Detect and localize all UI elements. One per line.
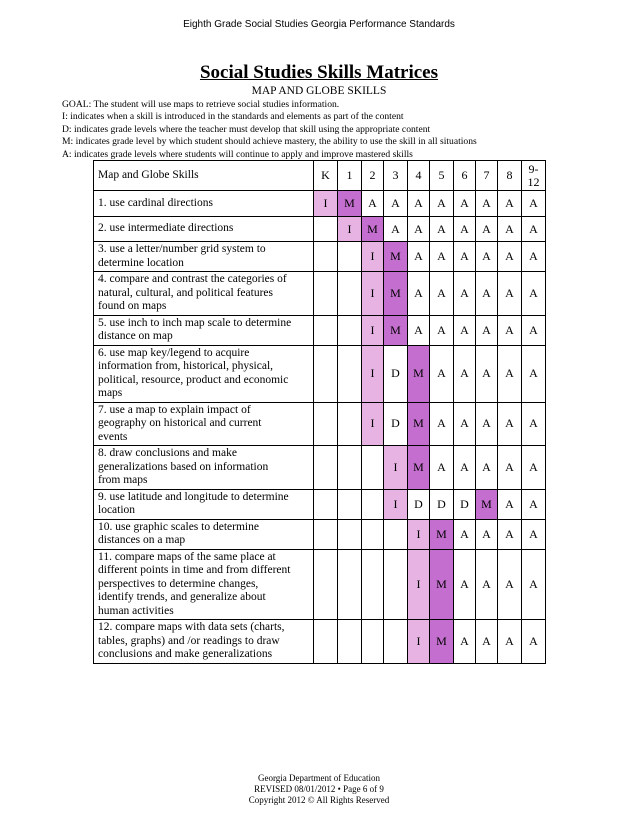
grade-cell: I xyxy=(362,402,384,446)
grade-cell: I xyxy=(408,519,430,549)
grade-cell xyxy=(314,402,338,446)
grade-cell: M xyxy=(408,446,430,490)
column-header-grade: 8 xyxy=(498,161,522,191)
grade-cell: A xyxy=(476,345,498,402)
grade-cell: A xyxy=(522,446,546,490)
skill-text-line: 8. draw conclusions and make xyxy=(98,447,237,459)
grade-cell xyxy=(338,345,362,402)
skill-description xyxy=(94,272,314,316)
skill-text-line: distances on a map xyxy=(98,534,186,546)
skill-text-line: from maps xyxy=(98,474,148,486)
page-subtitle: MAP AND GLOBE SKILLS xyxy=(251,85,387,97)
grade-cell: A xyxy=(362,191,384,217)
grade-cell xyxy=(362,489,384,519)
grade-cell: A xyxy=(522,549,546,620)
skill-text-line: 4. compare and contrast the categories of xyxy=(98,273,287,285)
grade-cell xyxy=(338,549,362,620)
table-row xyxy=(94,217,546,242)
skill-text-line: 6. use map key/legend to acquire xyxy=(98,346,250,359)
table-row xyxy=(94,315,546,345)
grade-cell xyxy=(384,620,408,664)
grade-cell xyxy=(314,489,338,519)
column-header-grade: 6 xyxy=(454,161,476,191)
skill-text-line: human activities xyxy=(98,604,174,617)
grade-cell: A xyxy=(430,242,454,272)
grade-cell xyxy=(338,242,362,272)
grade-cell: A xyxy=(522,242,546,272)
table-row xyxy=(94,345,546,402)
column-header-grade: 3 xyxy=(384,161,408,191)
grade-cell: A xyxy=(430,402,454,446)
grade-cell: A xyxy=(476,402,498,446)
table-row xyxy=(94,446,546,490)
column-header-grade: 5 xyxy=(430,161,454,191)
grade-cell xyxy=(362,446,384,490)
skill-description xyxy=(94,519,314,549)
skill-text-line: 1. use cardinal directions xyxy=(98,196,213,209)
skill-text-line: found on maps xyxy=(98,300,167,312)
legend xyxy=(62,99,477,161)
grade-cell: A xyxy=(454,446,476,490)
grade-cell: A xyxy=(408,272,430,316)
grade-cell: A xyxy=(498,217,522,242)
grade-cell: I xyxy=(362,272,384,316)
table-row xyxy=(94,242,546,272)
grade-cell: A xyxy=(522,620,546,664)
grade-cell xyxy=(338,620,362,664)
skill-text-line: political, resource, product and economic xyxy=(98,373,289,386)
grade-cell: A xyxy=(408,217,430,242)
legend-goal: GOAL: The student will use maps to retrieve social studies information. xyxy=(62,99,340,110)
grade-cell: A xyxy=(522,191,546,217)
grade-cell: I xyxy=(384,489,408,519)
grade-cell: A xyxy=(522,519,546,549)
grade-cell: A xyxy=(408,242,430,272)
grade-cell: A xyxy=(498,402,522,446)
column-header-grade: 2 xyxy=(362,161,384,191)
grade-cell: A xyxy=(476,315,498,345)
table-row xyxy=(94,519,546,549)
grade-cell xyxy=(338,315,362,345)
grade-cell: A xyxy=(430,446,454,490)
grade-cell: A xyxy=(498,446,522,490)
column-header-grade xyxy=(522,161,546,191)
grade-cell: A xyxy=(476,620,498,664)
skill-text-line: natural, cultural, and political features xyxy=(98,286,273,299)
grade-cell: A xyxy=(454,242,476,272)
skill-text-line: maps xyxy=(98,387,123,399)
grade-cell: I xyxy=(384,446,408,490)
grade-cell: A xyxy=(454,549,476,620)
grade-cell xyxy=(384,549,408,620)
grade-cell: A xyxy=(522,217,546,242)
legend-introduced: I: indicates when a skill is introduced in the standards and elements as part of the content xyxy=(62,111,404,123)
column-header-grade: 7 xyxy=(476,161,498,191)
page-footer xyxy=(0,773,638,806)
column-header-grade: K xyxy=(314,161,338,191)
grade-cell xyxy=(338,272,362,316)
grade-cell: A xyxy=(408,315,430,345)
page-title: Social Studies Skills Matrices xyxy=(199,62,439,83)
grade-cell: M xyxy=(430,549,454,620)
skill-text-line: generalizations based on information xyxy=(98,460,269,473)
grade-cell: A xyxy=(522,345,546,402)
skill-text-line: 9. use latitude and longitude to determine xyxy=(98,490,289,503)
grade-cell xyxy=(314,315,338,345)
grade-cell xyxy=(362,519,384,549)
skill-text-line: 7. use a map to explain impact of xyxy=(98,403,251,416)
grade-cell: A xyxy=(498,519,522,549)
grade-cell: A xyxy=(498,191,522,217)
grade-cell: D xyxy=(430,489,454,519)
grade-cell: A xyxy=(384,191,408,217)
column-header-grade: 4 xyxy=(408,161,430,191)
grade-cell xyxy=(362,620,384,664)
grade-cell: D xyxy=(384,345,408,402)
grade-cell: I xyxy=(408,549,430,620)
grade-cell: I xyxy=(362,345,384,402)
table-row xyxy=(94,489,546,519)
grade-cell: A xyxy=(498,315,522,345)
grade-cell: A xyxy=(430,272,454,316)
skill-description xyxy=(94,402,314,446)
grade-cell: A xyxy=(454,191,476,217)
grade-cell: I xyxy=(314,191,338,217)
table-row xyxy=(94,549,546,620)
grade-cell xyxy=(314,620,338,664)
grade-cell: A xyxy=(522,402,546,446)
grade-cell: A xyxy=(498,345,522,402)
skill-text-line: distance on map xyxy=(98,330,173,342)
grade-cell: A xyxy=(476,242,498,272)
grade-cell xyxy=(338,402,362,446)
legend-apply: A: indicates grade levels where students will continue to apply and improve mastered skills xyxy=(62,148,413,160)
grade-cell xyxy=(362,549,384,620)
grade-cell: A xyxy=(454,620,476,664)
grade-cell xyxy=(314,345,338,402)
grade-cell: M xyxy=(476,489,498,519)
grade-cell: M xyxy=(408,402,430,446)
grade-cell: M xyxy=(362,217,384,242)
table-header-row xyxy=(94,161,546,191)
grade-cell xyxy=(314,242,338,272)
grade-header-label: 9- 12 xyxy=(527,161,540,189)
skill-description xyxy=(94,217,314,242)
skill-text-line: 2. use intermediate directions xyxy=(98,222,234,235)
grade-cell: I xyxy=(338,217,362,242)
table-row xyxy=(94,272,546,316)
grade-cell: A xyxy=(408,191,430,217)
grade-cell: A xyxy=(476,519,498,549)
grade-cell: M xyxy=(338,191,362,217)
grade-cell: A xyxy=(454,519,476,549)
grade-cell xyxy=(314,549,338,620)
grade-cell xyxy=(338,519,362,549)
grade-cell xyxy=(314,519,338,549)
grade-cell: A xyxy=(430,315,454,345)
legend-mastery: M: indicates grade level by which student should achieve mastery, the ability to use the skill in all situations xyxy=(62,136,477,148)
grade-cell: A xyxy=(430,345,454,402)
skill-description xyxy=(94,242,314,272)
grade-cell xyxy=(338,446,362,490)
grade-cell: A xyxy=(522,272,546,316)
skill-description xyxy=(94,315,314,345)
skill-description xyxy=(94,191,314,217)
skill-text-line: 3. use a letter/number grid system to xyxy=(98,243,266,255)
grade-cell: A xyxy=(498,549,522,620)
grade-cell: A xyxy=(522,315,546,345)
grade-cell: I xyxy=(362,242,384,272)
grade-cell xyxy=(314,217,338,242)
grade-cell: A xyxy=(476,549,498,620)
grade-cell xyxy=(338,489,362,519)
skill-text-line: 10. use graphic scales to determine xyxy=(98,520,259,533)
grade-cell xyxy=(314,446,338,490)
column-header-grade: 1 xyxy=(338,161,362,191)
skill-text-line: tables, graphs) and /or readings to draw xyxy=(98,634,280,647)
grade-cell: A xyxy=(522,489,546,519)
grade-cell: A xyxy=(476,272,498,316)
grade-cell: M xyxy=(430,620,454,664)
grade-cell: M xyxy=(430,519,454,549)
grade-cell: A xyxy=(430,217,454,242)
grade-cell: A xyxy=(498,620,522,664)
grade-cell: D xyxy=(454,489,476,519)
grade-cell: M xyxy=(384,242,408,272)
grade-cell: D xyxy=(408,489,430,519)
grade-cell: M xyxy=(384,272,408,316)
grade-cell: D xyxy=(384,402,408,446)
skill-text-line: 12. compare maps with data sets (charts, xyxy=(98,621,285,633)
grade-cell: A xyxy=(454,272,476,316)
grade-cell: A xyxy=(498,272,522,316)
grade-cell: I xyxy=(362,315,384,345)
grade-cell: A xyxy=(476,191,498,217)
skill-text-line: events xyxy=(98,430,128,443)
grade-cell: A xyxy=(454,402,476,446)
skills-matrix-table xyxy=(93,160,546,664)
skill-text-line: determine location xyxy=(98,256,184,269)
skill-text-line: identify trends, and generalize about xyxy=(98,591,266,603)
grade-cell: M xyxy=(384,315,408,345)
skill-description xyxy=(94,345,314,402)
document-header: Eighth Grade Social Studies Georgia Performance Standards xyxy=(183,19,455,30)
grade-cell: A xyxy=(454,315,476,345)
grade-cell: A xyxy=(476,217,498,242)
grade-cell: A xyxy=(430,191,454,217)
skill-text-line: different points in time and from different xyxy=(98,564,291,576)
grade-cell: A xyxy=(454,217,476,242)
grade-cell: A xyxy=(498,242,522,272)
skill-text-line: 11. compare maps of the same place at xyxy=(98,550,276,563)
footer-revision: REVISED 08/01/2012 • Page 6 of 9 xyxy=(254,784,384,794)
grade-cell: A xyxy=(454,345,476,402)
skill-text-line: geography on historical and current xyxy=(98,417,262,429)
grade-cell: A xyxy=(476,446,498,490)
skill-description xyxy=(94,549,314,620)
skill-text-line: information from, historical, physical, xyxy=(98,360,274,372)
grade-cell: M xyxy=(408,345,430,402)
footer-copyright: Copyright 2012 © All Rights Reserved xyxy=(248,795,390,805)
grade-cell xyxy=(384,519,408,549)
skill-description xyxy=(94,446,314,490)
grade-cell: A xyxy=(498,489,522,519)
table-row xyxy=(94,620,546,664)
legend-develop: D: indicates grade levels where the teacher must develop that skill using the appropriate content xyxy=(62,123,431,135)
skill-description xyxy=(94,489,314,519)
table-row xyxy=(94,191,546,217)
skill-text-line: 5. use inch to inch map scale to determine xyxy=(98,316,292,329)
grade-cell: I xyxy=(408,620,430,664)
skill-description xyxy=(94,620,314,664)
grade-cell xyxy=(314,272,338,316)
skill-text-line: conclusions and make generalizations xyxy=(98,648,273,660)
table-row xyxy=(94,402,546,446)
skill-text-line: perspectives to determine changes, xyxy=(98,577,259,590)
skill-text-line: location xyxy=(98,504,136,516)
grade-cell: A xyxy=(384,217,408,242)
column-header-skill: Map and Globe Skills xyxy=(94,161,314,191)
footer-organization: Georgia Department of Education xyxy=(257,773,381,783)
